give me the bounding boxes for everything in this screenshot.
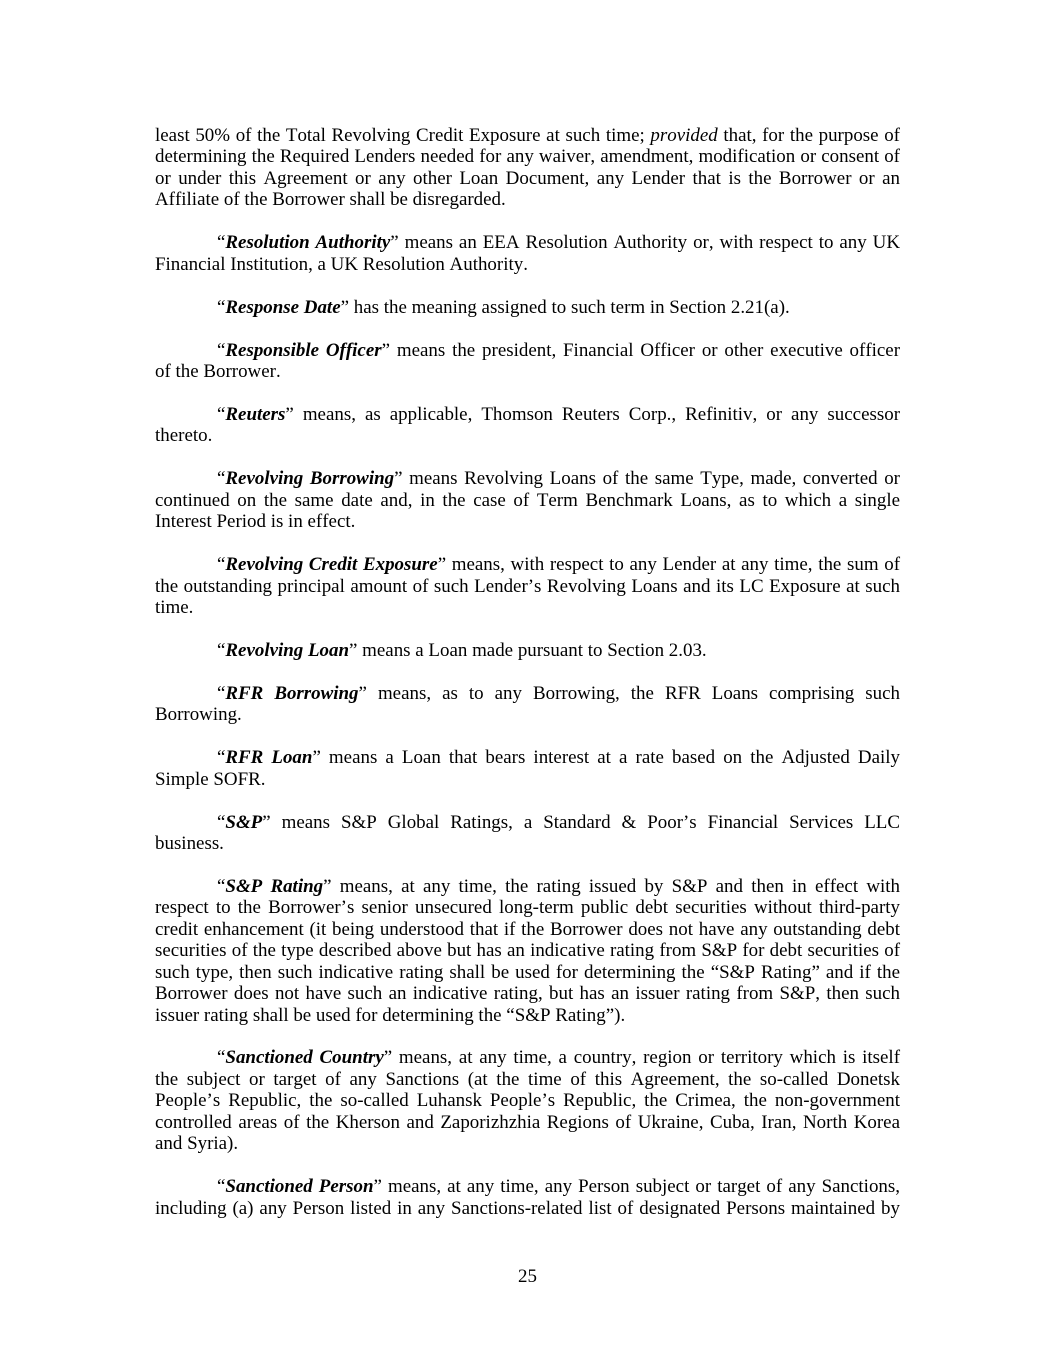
definition-line: credit enhancement (it being understood that if the Borrower does not have any outstanding debt [155, 918, 900, 940]
definition-line: business. [155, 832, 224, 854]
definition-line: Borrowing. [155, 704, 242, 726]
definition-sanctioned-person [155, 1176, 900, 1219]
definition-line: Simple SOFR. [155, 768, 266, 790]
defined-term: Revolving Loan [225, 639, 350, 661]
definition-response-date [155, 297, 900, 318]
definition-line: People’s Republic, the so-called Luhansk People’s Republic, the Crimea, the non-government [155, 1090, 900, 1112]
open-quote: “ [217, 1176, 226, 1198]
definition-first-line [155, 340, 900, 361]
definition-first-line [155, 747, 900, 768]
defined-term: RFR Borrowing [225, 682, 359, 704]
definition-line: including (a) any Person listed in any Sanctions-related list of designated Persons maintained by [155, 1197, 900, 1219]
defined-term: Revolving Borrowing [225, 468, 395, 490]
definition-line: respect to the Borrower’s senior unsecured long-term public debt securities without third-party [155, 897, 900, 919]
definition-line: the subject or target of any Sanctions (at the time of this Agreement, the so-called Donetsk [155, 1068, 900, 1090]
definition-reuters [155, 404, 900, 447]
open-quote: “ [217, 296, 226, 318]
emphasized-word: provided [650, 125, 718, 146]
definition-resolution-authority [155, 232, 900, 275]
definition-text: ” means S&P Global Ratings, a Standard & Poor’s Financial Services LLC [262, 811, 900, 833]
definition-responsible-officer [155, 340, 900, 383]
open-quote: “ [217, 747, 226, 769]
definition-first-line [155, 404, 900, 425]
open-quote: “ [217, 339, 226, 361]
open-quote: “ [217, 639, 226, 661]
open-quote: “ [217, 468, 226, 490]
definition-text: ” means a Loan that bears interest at a rate based on the Adjusted Daily [312, 747, 900, 769]
paragraph-line [155, 125, 900, 146]
definition-text: ” means an EEA Resolution Authority or, with respect to any UK [390, 232, 900, 254]
open-quote: “ [217, 875, 226, 897]
open-quote: “ [217, 811, 226, 833]
definition-s-and-p-rating [155, 876, 900, 1026]
definition-line: securities of the type described above but has an indicative rating from S&P for debt securities of [155, 940, 900, 962]
definition-text: ” has the meaning assigned to such term in Section 2.21(a). [340, 296, 790, 318]
definition-line: controlled areas of the Kherson and Zaporizhzhia Regions of Ukraine, Cuba, Iran, North Korea [155, 1111, 900, 1133]
defined-term: Revolving Credit Exposure [225, 554, 438, 576]
definition-first-line [155, 232, 900, 253]
open-quote: “ [217, 232, 226, 254]
definition-rfr-borrowing [155, 683, 900, 726]
definition-text: ” means, with respect to any Lender at any time, the sum of [437, 554, 901, 576]
definition-s-and-p [155, 812, 900, 855]
definition-line: thereto. [155, 425, 213, 447]
paragraph-text: least 50% of the Total Revolving Credit Exposure at such time; [155, 125, 651, 146]
definition-line: of the Borrower. [155, 360, 281, 382]
definition-text: ” means the president, Financial Officer or other executive officer [381, 339, 901, 361]
continuation-paragraph [155, 125, 900, 211]
definition-rfr-loan [155, 747, 900, 790]
defined-term: RFR Loan [225, 747, 313, 769]
defined-term: Sanctioned Country [225, 1047, 384, 1069]
definition-text: ” means Revolving Loans of the same Type, made, converted or [394, 468, 900, 490]
definition-first-line [155, 468, 900, 489]
definition-text: ” means, at any time, the rating issued by S&P and then in effect with [323, 875, 900, 897]
paragraph-line: determining the Required Lenders needed for any waiver, amendment, modification or consent of [155, 146, 900, 168]
definition-revolving-loan [155, 640, 900, 661]
definition-first-line [155, 812, 900, 833]
paragraph-line: Affiliate of the Borrower shall be disregarded. [155, 189, 506, 211]
defined-term: S&P Rating [225, 875, 324, 897]
paragraph-line: or under this Agreement or any other Loan Document, any Lender that is the Borrower or an [155, 167, 900, 189]
definition-text: ” means, at any time, a country, region or territory which is itself [383, 1047, 900, 1069]
definition-revolving-credit-exposure [155, 554, 900, 618]
definition-line: issuer rating shall be used for determining the “S&P Rating”). [155, 1004, 626, 1026]
definition-line: Financial Institution, a UK Resolution Authority. [155, 253, 528, 275]
open-quote: “ [217, 682, 226, 704]
page-number: 25 [518, 1266, 537, 1287]
paragraph-text: that, for the purpose of [717, 125, 900, 146]
defined-term: Responsible Officer [225, 339, 382, 361]
definition-first-line [155, 683, 900, 704]
definition-text: ” means, at any time, any Person subject or target of any Sanctions, [373, 1176, 900, 1198]
definition-line: Borrower does not have such an indicative rating, but has an issuer rating from S&P, then such [155, 983, 900, 1005]
open-quote: “ [217, 554, 226, 576]
document-page-body [155, 125, 900, 1219]
definition-line: Interest Period is in effect. [155, 511, 356, 533]
defined-term: Response Date [225, 296, 341, 318]
definition-text: ” means a Loan made pursuant to Section 2.03. [349, 639, 707, 661]
definition-first-line [155, 640, 900, 661]
definition-first-line [155, 1176, 900, 1197]
definition-text: ” means, as applicable, Thomson Reuters Corp., Refinitiv, or any successor [285, 403, 900, 425]
definition-first-line [155, 297, 900, 318]
definition-line: continued on the same date and, in the case of Term Benchmark Loans, as to which a single [155, 489, 900, 511]
definition-line: time. [155, 596, 194, 618]
defined-term: Reuters [225, 403, 286, 425]
definition-revolving-borrowing [155, 468, 900, 532]
defined-term: Resolution Authority [225, 232, 391, 254]
open-quote: “ [217, 403, 226, 425]
definition-line: and Syria). [155, 1133, 239, 1155]
definition-sanctioned-country [155, 1047, 900, 1154]
definition-line: the outstanding principal amount of such Lender’s Revolving Loans and its LC Exposure at such [155, 575, 900, 597]
definition-text: ” means, as to any Borrowing, the RFR Loans comprising such [358, 682, 900, 704]
defined-term: Sanctioned Person [225, 1176, 374, 1198]
definition-first-line [155, 554, 900, 575]
definition-line: such type, then such indicative rating shall be used for determining the “S&P Rating” and if the [155, 961, 900, 983]
defined-term: S&P [225, 811, 263, 833]
definition-first-line [155, 876, 900, 897]
definition-first-line [155, 1047, 900, 1068]
open-quote: “ [217, 1047, 226, 1069]
